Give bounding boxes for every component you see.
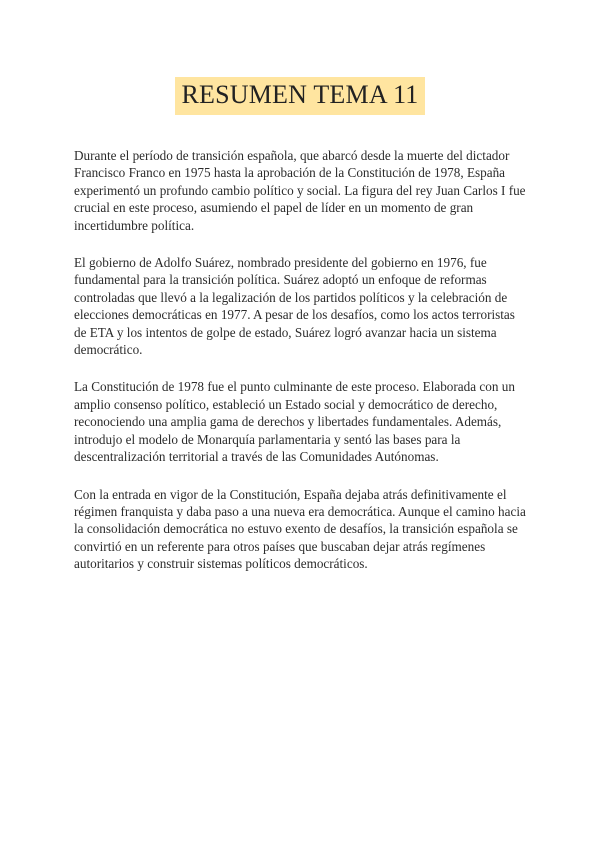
document-body <box>74 147 530 593</box>
paragraph-2: El gobierno de Adolfo Suárez, nombrado presidente del gobierno en 1976, fue fundamental para la transición política. Suárez adoptó un enfoque de reformas controladas que llevó a la legalización de los partidos políticos y la celebración de elecciones democráticas en 1977. A pesar de los desafíos, como los actos terroristas de ETA y los intentos de golpe de estado, Suárez logró avanzar hacia un sistema democrático. <box>74 255 515 358</box>
page-title: RESUMEN TEMA 11 <box>175 77 424 115</box>
paragraph-1: Durante el período de transición española, que abarcó desde la muerte del dictador Francisco Franco en 1975 hasta la aprobación de la Constitución de 1978, España experimentó un profundo cambio político y social. La figura del rey Juan Carlos I fue crucial en este proceso, asumiendo el papel de líder en un momento de gran incertidumbre política. <box>74 148 526 233</box>
title-container <box>0 77 600 115</box>
paragraph-3: La Constitución de 1978 fue el punto culminante de este proceso. Elaborada con un amplio consenso político, estableció un Estado social y democrático de derecho, reconociendo una amplia gama de derechos y libertades fundamentales. Además, introdujo el modelo de Monarquía parlamentaria y sentó las bases para la descentralización territorial a través de las Comunidades Autónomas. <box>74 379 515 465</box>
paragraph-4: Con la entrada en vigor de la Constitución, España dejaba atrás definitivamente el régimen franquista y daba paso a una nueva era democrática. Aunque el camino hacia la consolidación democrática no estuvo exento de desafíos, la transición española se convirtió en un referente para otros países que buscaban dejar atrás regímenes autoritarios y construir sistemas políticos democráticos. <box>74 486 526 572</box>
